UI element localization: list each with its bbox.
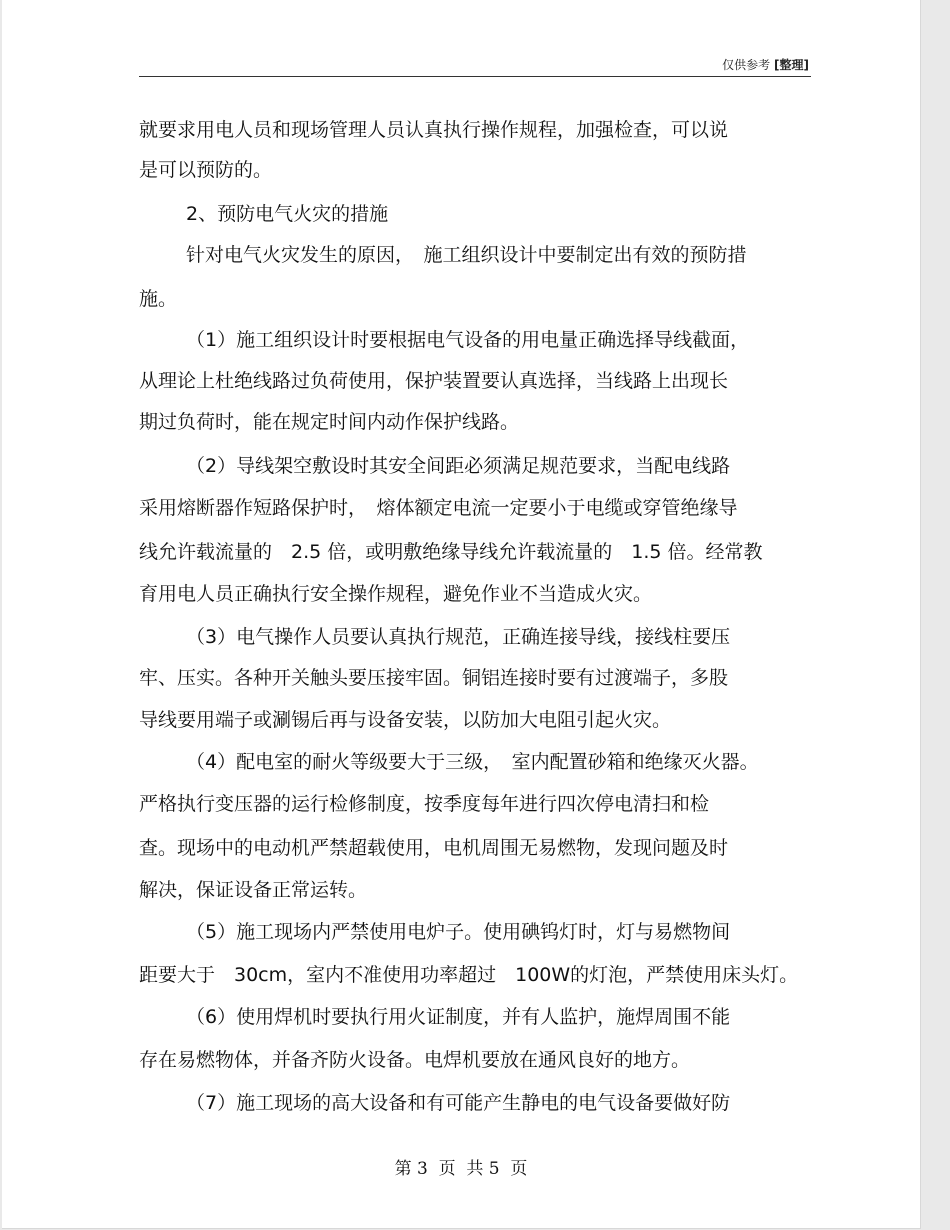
section-heading: 2、预防电气火灾的措施 [186, 203, 389, 225]
body-line: 针对电气火灾发生的原因， 施工组织设计中要制定出有效的预防措 [186, 244, 747, 266]
body-line: 严格执行变压器的运行检修制度，按季度每年进行四次停电清扫和检 [139, 793, 710, 815]
body-line: 存在易燃物体，并备齐防火设备。电焊机要放在通风良好的地方。 [139, 1049, 691, 1071]
body-line: 是可以预防的。 [139, 159, 273, 181]
header-rule [139, 76, 811, 77]
header-note-bracketed: [整理] [774, 58, 809, 72]
body-line: （2）导线架空敷设时其安全间距必须满足规范要求，当配电线路 [186, 455, 731, 477]
header-note [722, 56, 809, 73]
body-line: 从理论上杜绝线路过负荷使用，保护装置要认真选择，当线路上出现长 [139, 370, 729, 392]
body-line: （1）施工组织设计时要根据电气设备的用电量正确选择导线截面， [186, 329, 750, 351]
body-line: 查。现场中的电动机严禁超载使用，电机周围无易燃物，发现问题及时 [139, 837, 729, 859]
body-line: 距要大于 30cm，室内不准使用功率超过 100W的灯泡，严禁使用床头灯。 [139, 964, 799, 986]
body-line: （6）使用焊机时要执行用火证制度，并有人监护，施焊周围不能 [186, 1006, 731, 1028]
body-line: 就要求用电人员和现场管理人员认真执行操作规程，加强检查，可以说 [139, 119, 729, 141]
body-line: （3）电气操作人员要认真执行规范，正确连接导线，接线柱要压 [186, 626, 731, 648]
body-line: 期过负荷时，能在规定时间内动作保护线路。 [139, 411, 520, 433]
body-line: （5）施工现场内严禁使用电炉子。使用碘钨灯时，灯与易燃物间 [186, 921, 731, 943]
body-line: 施。 [139, 288, 178, 310]
body-line: 牢、压实。各种开关触头要压接牢固。铜铝连接时要有过渡端子，多股 [139, 667, 729, 689]
body-line: 育用电人员正确执行安全操作规程，避免作业不当造成火灾。 [139, 583, 653, 605]
body-line: 采用熔断器作短路保护时， 熔体额定电流一定要小于电缆或穿管绝缘导 [139, 497, 738, 519]
body-line: 导线要用端子或涮锡后再与设备安装，以防加大电阻引起火灾。 [139, 709, 672, 731]
document-page [2, 0, 921, 1229]
body-line: 线允许载流量的 2.5 倍，或明敷绝缘导线允许载流量的 1.5 倍。经常教 [139, 541, 763, 563]
page-number-footer: 第 3 页 共 5 页 [394, 1159, 528, 1179]
body-line: （4）配电室的耐火等级要大于三级， 室内配置砂箱和绝缘灭火器。 [186, 751, 759, 773]
body-line: 解决，保证设备正常运转。 [139, 879, 368, 901]
body-line: （7）施工现场的高大设备和有可能产生静电的电气设备要做好防 [186, 1092, 731, 1114]
header-note-prefix: 仅供参考 [722, 58, 771, 72]
